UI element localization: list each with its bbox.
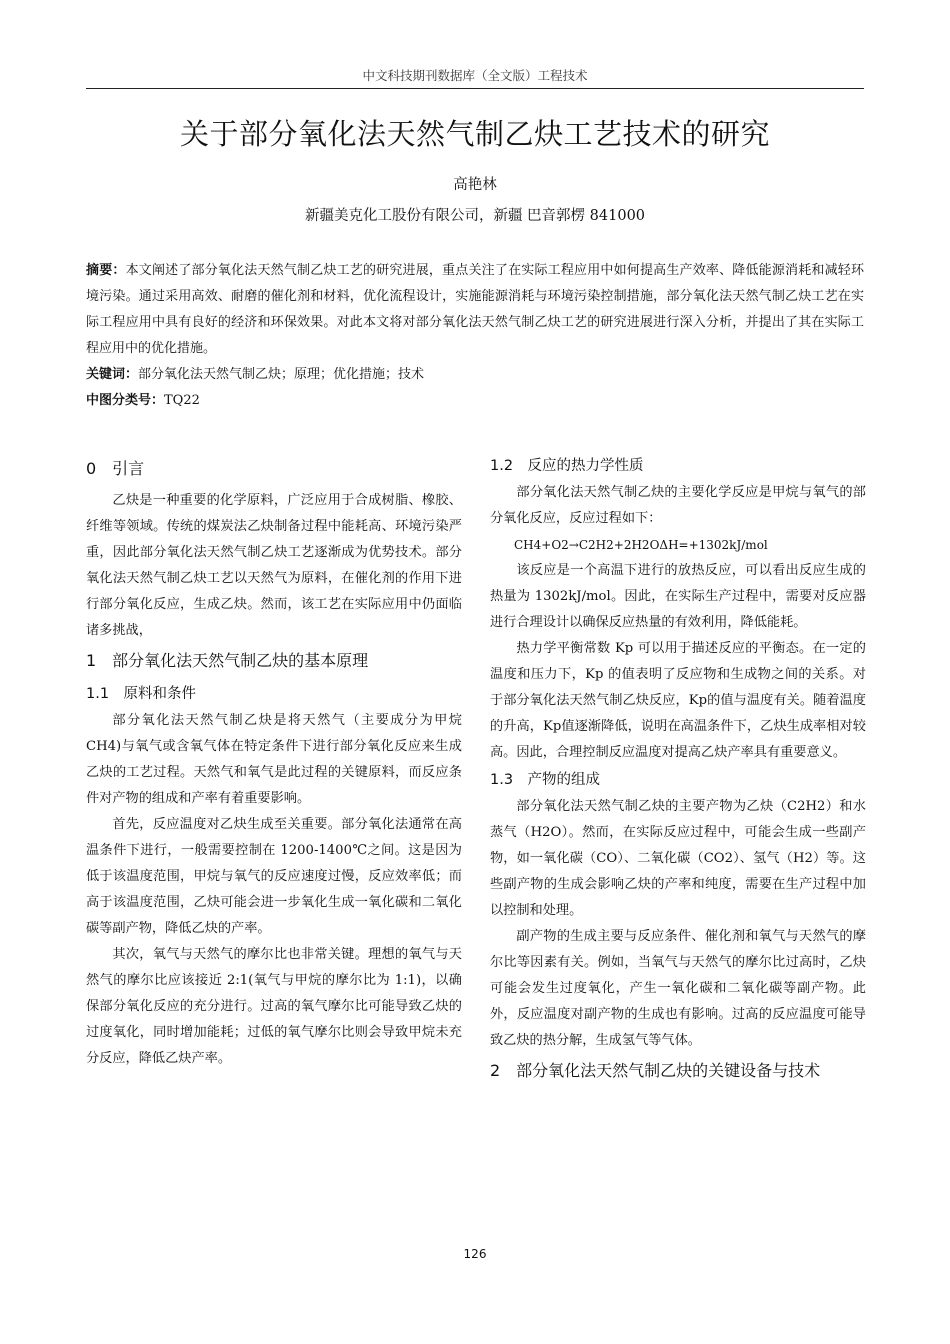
reaction-equation: CH4+O2→C2H2+2H2OΔH=+1302kJ/mol <box>514 538 768 552</box>
keywords-text: 部分氧化法天然气制乙炔；原理；优化措施；技术 <box>138 367 425 382</box>
section-1-3-heading: 1.3 产物的组成 <box>490 772 601 788</box>
classification-label: 中图分类号： <box>86 393 165 408</box>
abstract-block <box>86 258 864 414</box>
affiliation: 新疆美克化工股份有限公司，新疆 巴音郭楞 841000 <box>304 208 646 224</box>
paragraph: 首先，反应温度对乙炔生成至关重要。部分氧化法通常在高温条件下进行，一般需要控制在 1200-1400℃之间。这是因为低于该温度范围，甲烷与氧气的反应速度过慢，反应效率低；而高于该温度范围，乙炔可能会进一步氧化生成一氧化碳和二氧化碳等副产物，降低乙炔的产率。 <box>86 817 462 936</box>
abstract-label: 摘要： <box>86 263 126 278</box>
paragraph: 该反应是一个高温下进行的放热反应，可以看出反应生成的热量为 1302kJ/mol。因此，在实际生产过程中，需要对反应器进行合理设计以确保反应热量的有效利用，降低能耗。 <box>490 563 866 630</box>
classification <box>86 388 864 414</box>
paragraph: 部分氧化法天然气制乙炔是将天然气（主要成分为甲烷 CH4)与氧气或含氧气体在特定条件下进行部分氧化反应来生成乙炔的工艺过程。天然气和氧气是此过程的关键原料，而反应条件对产物的组成和产率有着重要影响。 <box>86 713 462 806</box>
paragraph: 副产物的生成主要与反应条件、催化剂和氧气与天然气的摩尔比等因素有关。例如，当氧气与天然气的摩尔比过高时，乙炔可能会发生过度氧化，产生一氧化碳和二氧化碳等副产物。此外，反应温度对副产物的生成也有影响。过高的反应温度可能导致乙炔的热分解，生成氢气等气体。 <box>490 929 866 1048</box>
paragraph: 部分氧化法天然气制乙炔的主要产物为乙炔（C2H2）和水蒸气（H2O）。然而，在实际反应过程中，可能会生成一些副产物，如一氧化碳（CO）、二氧化碳（CO2）、氢气（H2）等。这些副产物的生成会影响乙炔的产率和纯度，需要在生产过程中加以控制和处理。 <box>490 799 866 918</box>
keywords <box>86 362 864 388</box>
right-column <box>490 452 866 1090</box>
paragraph: 部分氧化法天然气制乙炔的主要化学反应是甲烷与氧气的部分氧化反应，反应过程如下： <box>490 485 866 526</box>
keywords-label: 关键词： <box>86 367 139 382</box>
section-1-1-heading: 1.1 原料和条件 <box>86 686 197 702</box>
abstract <box>86 258 864 362</box>
journal-header: 中文科技期刊数据库（全文版）工程技术 <box>86 66 864 89</box>
section-1-2-heading: 1.2 反应的热力学性质 <box>490 458 644 474</box>
page-title: 关于部分氧化法天然气制乙炔工艺技术的研究 <box>179 117 770 151</box>
section-0-heading: 0 引言 <box>86 459 145 478</box>
page-number: 126 <box>463 1247 487 1261</box>
classification-text: TQ22 <box>164 393 200 408</box>
abstract-text: 本文阐述了部分氧化法天然气制乙炔工艺的研究进展，重点关注了在实际工程应用中如何提高生产效率、降低能源消耗和减轻环境污染。通过采用高效、耐磨的催化剂和材料，优化流程设计，实施能源消耗与环境污染控制措施，部分氧化法天然气制乙炔工艺在实际工程应用中具有良好的经济和环保效果。对此本文将对部分氧化法天然气制乙炔工艺的研究进展进行深入分析，并提出了其在实际工程应用中的优化措施。 <box>86 263 864 356</box>
section-2-heading: 2 部分氧化法天然气制乙炔的关键设备与技术 <box>490 1061 821 1080</box>
section-1-heading: 1 部分氧化法天然气制乙炔的基本原理 <box>86 651 369 670</box>
paragraph: 热力学平衡常数 Kp 可以用于描述反应的平衡态。在一定的温度和压力下，Kp 的值表明了反应物和生成物之间的关系。对于部分氧化法天然气制乙炔反应，Kp的值与温度有关。随着温度的升高，Kp值逐渐降低，说明在高温条件下，乙炔生成率相对较高。因此，合理控制反应温度对提高乙炔产率具有重要意义。 <box>490 641 866 760</box>
paragraph: 其次，氧气与天然气的摩尔比也非常关键。理想的氧气与天然气的摩尔比应该接近 2:1(氧气与甲烷的摩尔比为 1:1)，以确保部分氧化反应的充分进行。过高的氧气摩尔比可能导致乙炔的过度氧化，同时增加能耗；过低的氧气摩尔比则会导致甲烷未充分反应，降低乙炔产率。 <box>86 947 462 1066</box>
paragraph: 乙炔是一种重要的化学原料，广泛应用于合成树脂、橡胶、纤维等领域。传统的煤炭法乙炔制备过程中能耗高、环境污染严重，因此部分氧化法天然气制乙炔工艺逐渐成为优势技术。部分氧化法天然气制乙炔工艺以天然气为原料，在催化剂的作用下进行部分氧化反应，生成乙炔。然而，该工艺在实际应用中仍面临诸多挑战， <box>86 493 462 638</box>
left-column <box>86 452 462 1072</box>
author: 高艳林 <box>453 177 497 193</box>
